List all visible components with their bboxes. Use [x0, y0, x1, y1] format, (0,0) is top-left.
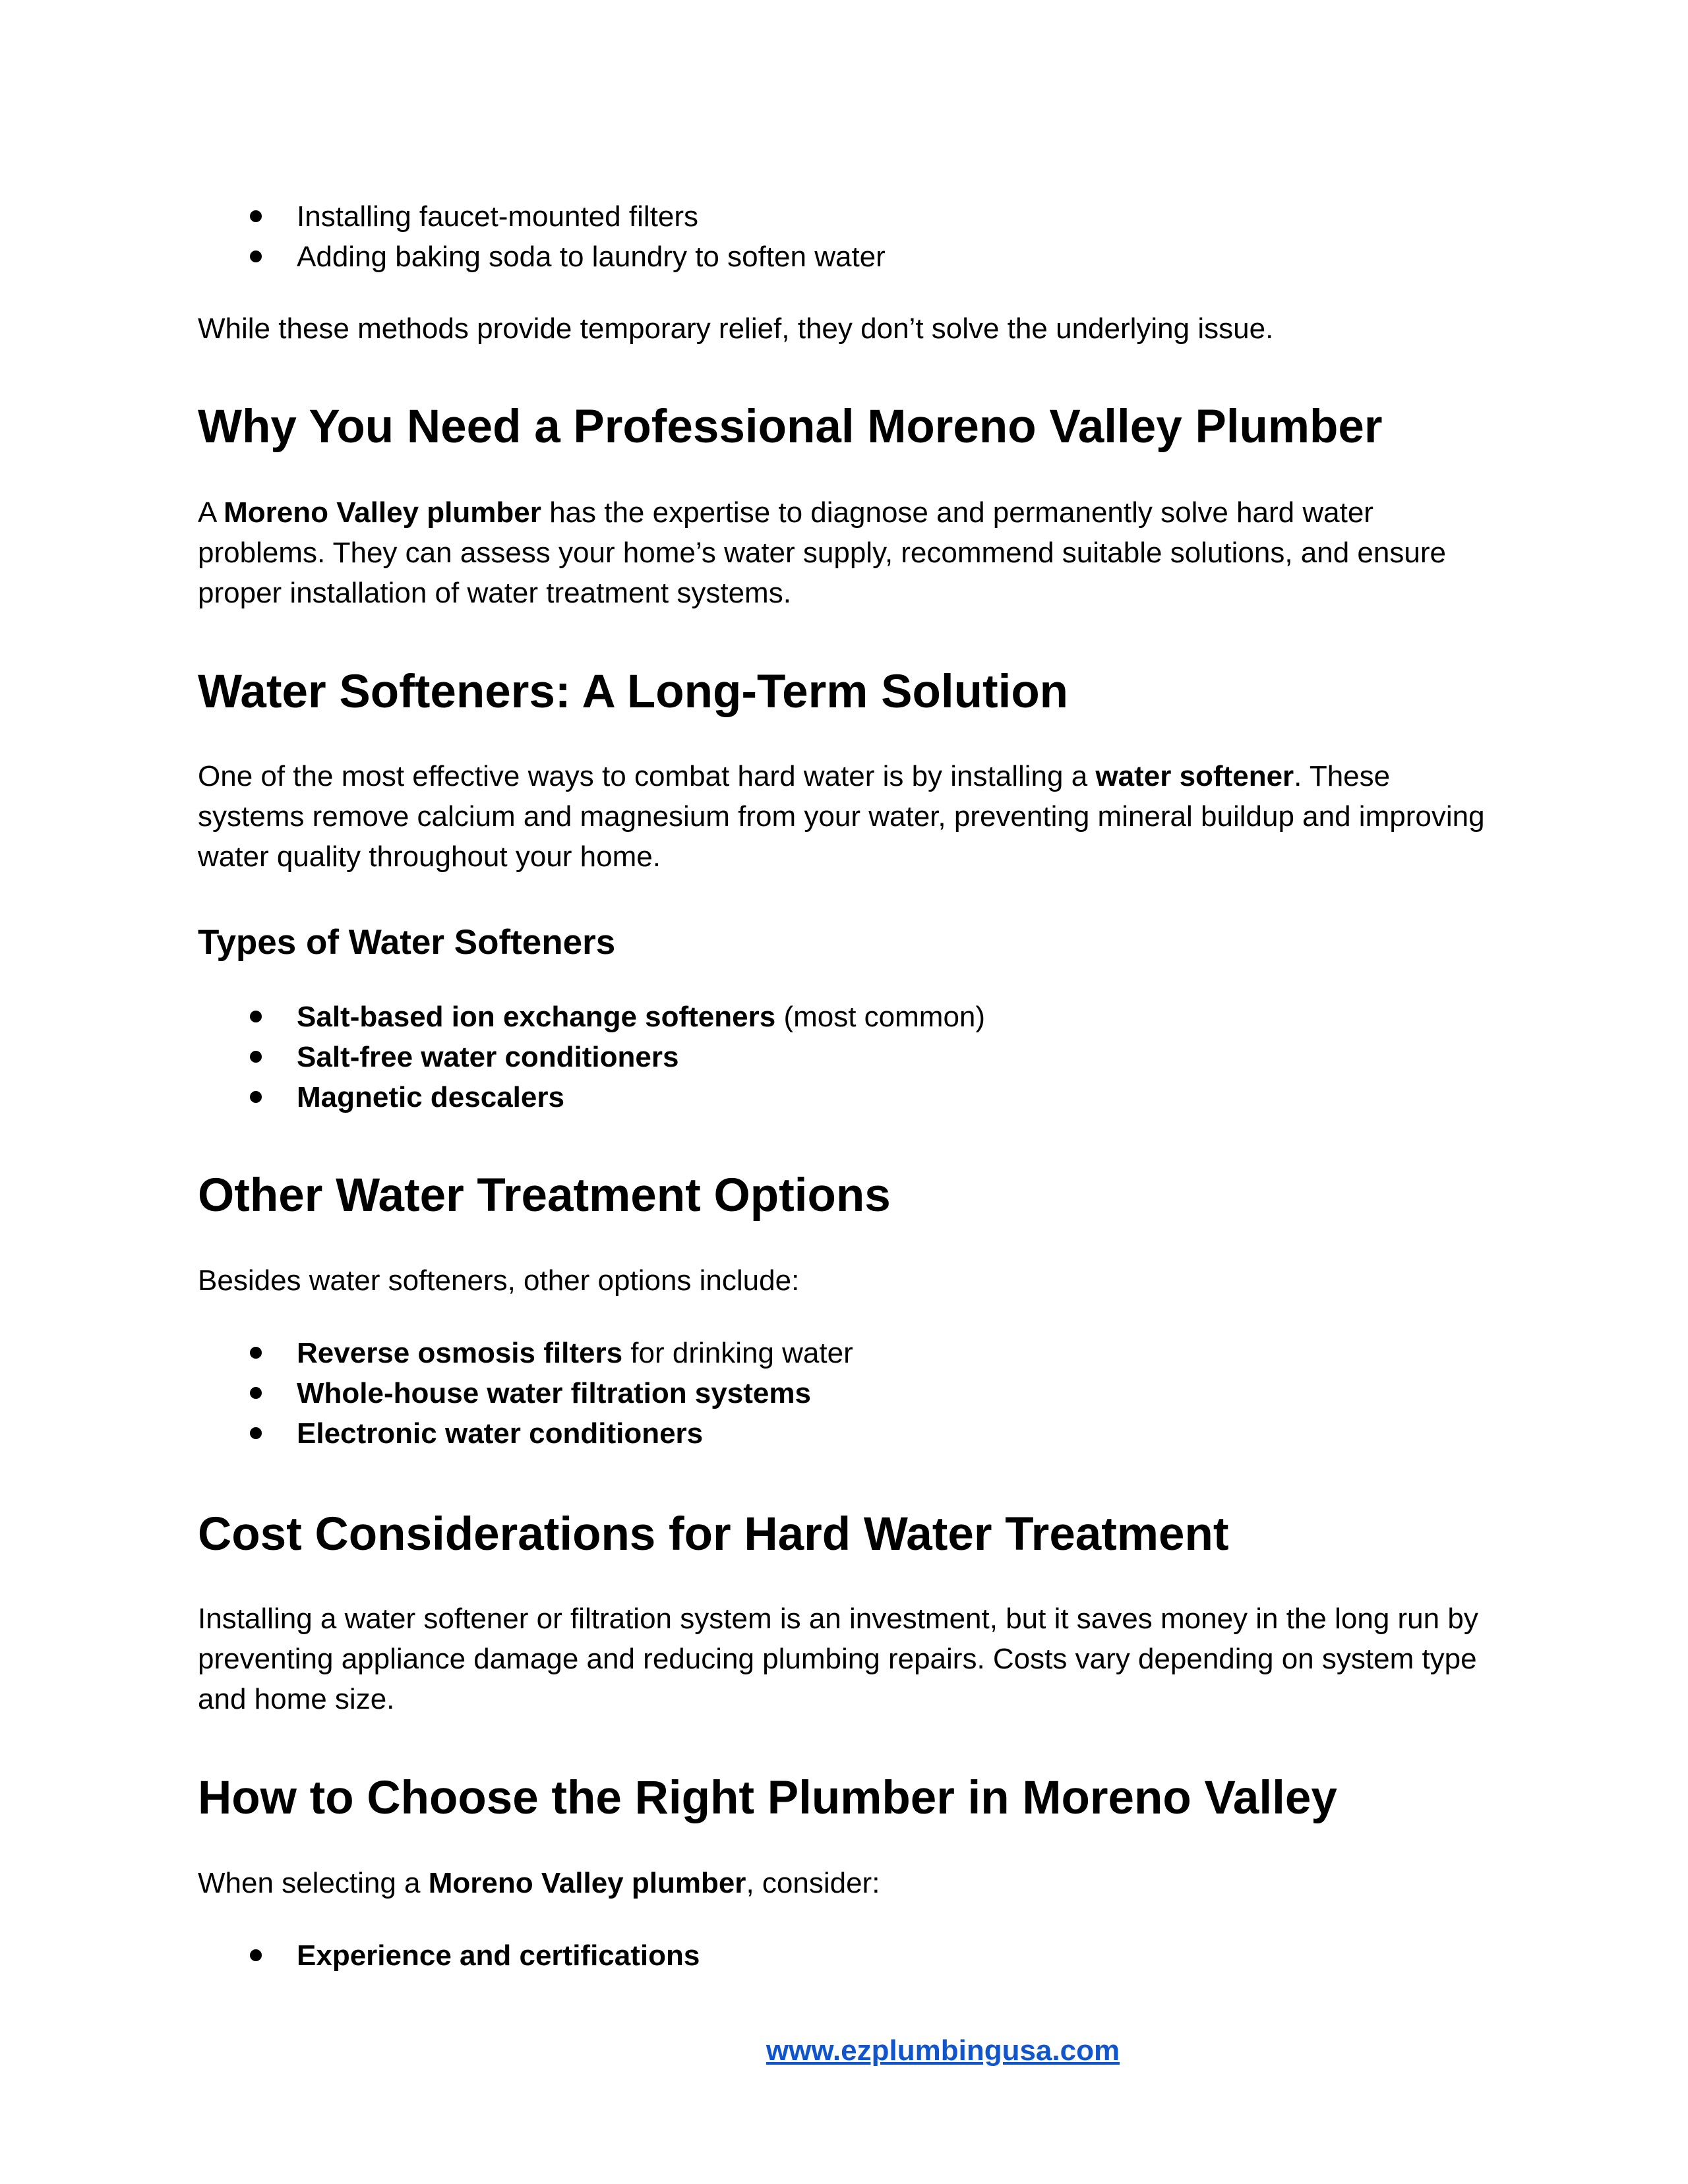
options-list-container: [198, 1333, 1490, 1454]
intro-paragraph-container: [198, 309, 1490, 349]
list-item: Whole-house water filtration systems: [198, 1373, 1490, 1413]
softeners-paragraph: One of the most effective ways to combat hard water is by installing a water softener. These systems remove calcium and magnesium from your water, preventing mineral buildup and improving water quality throughout your home.: [198, 760, 1485, 873]
choose-paragraph-container: [198, 1863, 1490, 1903]
bullet-icon: [250, 1427, 262, 1439]
subheading-container: [198, 922, 1490, 964]
list-item: Adding baking soda to laundry to soften water: [198, 237, 1490, 277]
website-link[interactable]: www.ezplumbingusa.com: [766, 2034, 1120, 2067]
bullet-icon: [250, 1051, 262, 1063]
section-other: [198, 1168, 1490, 1224]
bullet-icon: [250, 251, 262, 262]
criteria-list: [198, 1935, 1490, 1976]
section-cost: [198, 1507, 1490, 1562]
section-heading-choose: How to Choose the Right Plumber in Moreno Valley: [198, 1772, 1337, 1824]
list-item: Magnetic descalers: [198, 1077, 1490, 1117]
professional-paragraph-container: [198, 492, 1490, 613]
section-heading-professional: Why You Need a Professional Moreno Valley Plumber: [198, 401, 1383, 453]
page-footer: [0, 2030, 1688, 2071]
list-item: Installing faucet-mounted filters: [198, 196, 1490, 237]
options-list: [198, 1333, 1490, 1454]
bullet-icon: [250, 1011, 262, 1022]
list-item: Reverse osmosis filters for drinking water: [198, 1333, 1490, 1373]
criteria-list-container: [198, 1935, 1490, 1976]
bullet-icon: [250, 1091, 262, 1103]
list-item: Salt-based ion exchange softeners (most common): [198, 997, 1490, 1037]
list-item: Experience and certifications: [198, 1935, 1490, 1976]
section-heading-cost: Cost Considerations for Hard Water Treatment: [198, 1508, 1229, 1560]
cost-paragraph: Installing a water softener or filtration system is an investment, but it saves money in the long run by preventing appliance damage and reducing plumbing repairs. Costs vary depending on system type and home size.: [198, 1603, 1478, 1715]
list-item: Salt-free water conditioners: [198, 1037, 1490, 1077]
section-heading-other: Other Water Treatment Options: [198, 1169, 891, 1222]
subheading-types: Types of Water Softeners: [198, 923, 616, 962]
choose-paragraph: When selecting a Moreno Valley plumber, consider:: [198, 1867, 880, 1899]
section-heading-softeners: Water Softeners: A Long-Term Solution: [198, 666, 1069, 718]
list-item: Electronic water conditioners: [198, 1413, 1490, 1454]
other-intro-container: [198, 1260, 1490, 1301]
professional-paragraph: A Moreno Valley plumber has the expertise to diagnose and permanently solve hard water problems. They can assess your home’s water supply, recommend suitable solutions, and ensure proper installation of water treatment systems.: [198, 496, 1446, 609]
top-bullet-list-container: [198, 196, 1490, 277]
bullet-icon: [250, 1949, 262, 1961]
bullet-icon: [250, 1387, 262, 1399]
top-bullet-list: [198, 196, 1490, 277]
section-softeners: [198, 664, 1490, 720]
softeners-paragraph-container: [198, 756, 1490, 877]
cost-paragraph-container: [198, 1599, 1490, 1719]
types-list-container: [198, 997, 1490, 1117]
types-list: [198, 997, 1490, 1117]
section-professional: [198, 399, 1490, 455]
intro-paragraph: While these methods provide temporary relief, they don’t solve the underlying issue.: [198, 312, 1274, 345]
section-choose: [198, 1771, 1490, 1826]
bullet-icon: [250, 210, 262, 222]
bullet-icon: [250, 1347, 262, 1359]
other-intro-paragraph: Besides water softeners, other options include:: [198, 1264, 800, 1297]
